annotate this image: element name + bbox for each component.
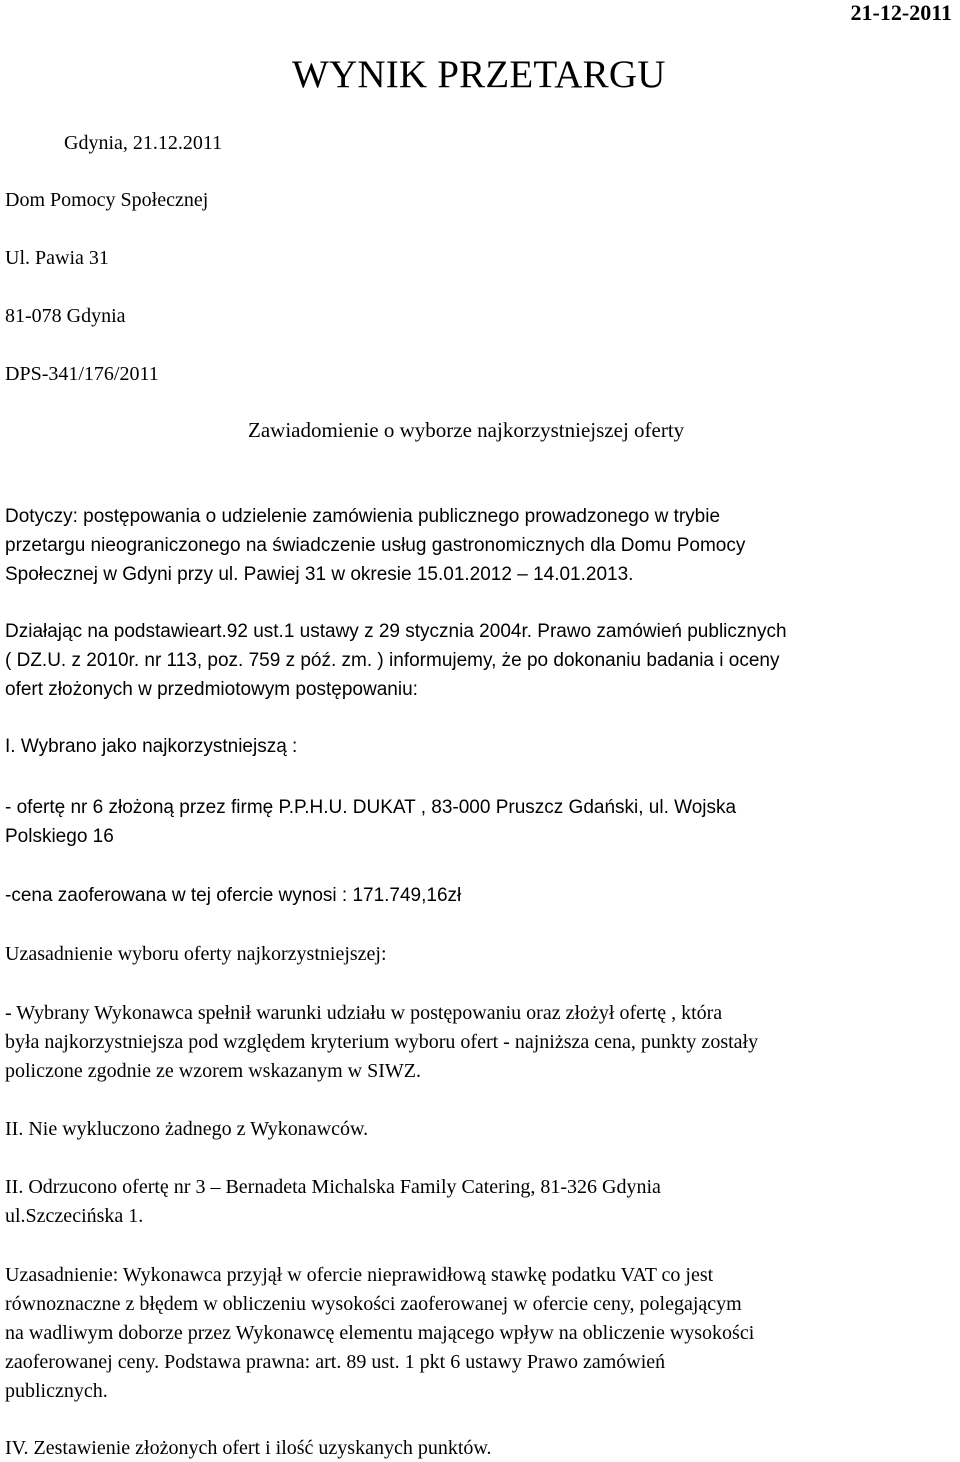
selected-offer-line: Polskiego 16: [5, 826, 114, 847]
rejected-line: ul.Szczecińska 1.: [5, 1205, 144, 1227]
selected-offer-line: - ofertę nr 6 złożoną przez firmę P.P.H.U. DUKAT , 83-000 Pruszcz Gdański, ul. Wojska: [5, 797, 737, 818]
justification-heading: Uzasadnienie wyboru oferty najkorzystniejszej:: [5, 943, 387, 965]
document-date-top: 21-12-2011: [850, 0, 952, 25]
rejection-justification-line: Uzasadnienie: Wykonawca przyjął w ofercie nieprawidłową stawkę podatku VAT co jest: [5, 1264, 714, 1286]
summary-section: IV. Zestawienie złożonych ofert i ilość uzyskanych punktów.: [5, 1437, 492, 1459]
justification-line: policzone zgodnie ze wzorem wskazanym w SIWZ.: [5, 1060, 421, 1082]
institution-city: 81-078 Gdynia: [5, 305, 126, 327]
basis-line: ofert złożonych w przedmiotowym postępowaniu:: [5, 679, 418, 700]
selected-price: -cena zaoferowana w tej ofercie wynosi : 171.749,16zł: [5, 885, 462, 906]
justification-line: - Wybrany Wykonawca spełnił warunki udziału w postępowaniu oraz złożył ofertę , która: [5, 1002, 723, 1024]
basis-line: ( DZ.U. z 2010r. nr 113, poz. 759 z póź. zm. ) informujemy, że po dokonaniu badania i oceny: [5, 650, 780, 671]
justification-line: była najkorzystniejsza pod względem kryterium wyboru ofert - najniższa cena, punkty zostały: [5, 1031, 759, 1053]
selected-heading: I. Wybrano jako najkorzystniejszą :: [5, 736, 298, 757]
subject-line: przetargu nieograniczonego na świadczenie usług gastronomicznych dla Domu Pomocy: [5, 535, 746, 556]
subject-line: Społecznej w Gdyni przy ul. Pawiej 31 w okresie 15.01.2012 – 14.01.2013.: [5, 564, 634, 585]
notice-title: Zawiadomienie o wyborze najkorzystniejszej oferty: [248, 418, 685, 442]
rejected-line: II. Odrzucono ofertę nr 3 – Bernadeta Michalska Family Catering, 81-326 Gdynia: [5, 1176, 661, 1198]
basis-line: Działając na podstawieart.92 ust.1 ustawy z 29 stycznia 2004r. Prawo zamówień publicznych: [5, 621, 787, 642]
rejection-justification-line: równoznaczne z błędem w obliczeniu wysokości zaoferowanej w ofercie ceny, polegającym: [5, 1293, 742, 1315]
institution-street: Ul. Pawia 31: [5, 247, 109, 269]
rejection-justification-line: na wadliwym doborze przez Wykonawcę elementu mającego wpływ na obliczenie wysokości: [5, 1322, 755, 1344]
place-date: Gdynia, 21.12.2011: [64, 132, 223, 154]
reference-number: DPS-341/176/2011: [5, 363, 159, 385]
rejection-justification-line: publicznych.: [5, 1380, 108, 1402]
excluded-section: II. Nie wykluczono żadnego z Wykonawców.: [5, 1118, 369, 1140]
document-title: WYNIK PRZETARGU: [292, 53, 666, 96]
subject-line: Dotyczy: postępowania o udzielenie zamówienia publicznego prowadzonego w trybie: [5, 506, 721, 527]
rejection-justification-line: zaoferowanej ceny. Podstawa prawna: art. 89 ust. 1 pkt 6 ustawy Prawo zamówień: [5, 1351, 666, 1373]
institution-name: Dom Pomocy Społecznej: [5, 189, 209, 211]
